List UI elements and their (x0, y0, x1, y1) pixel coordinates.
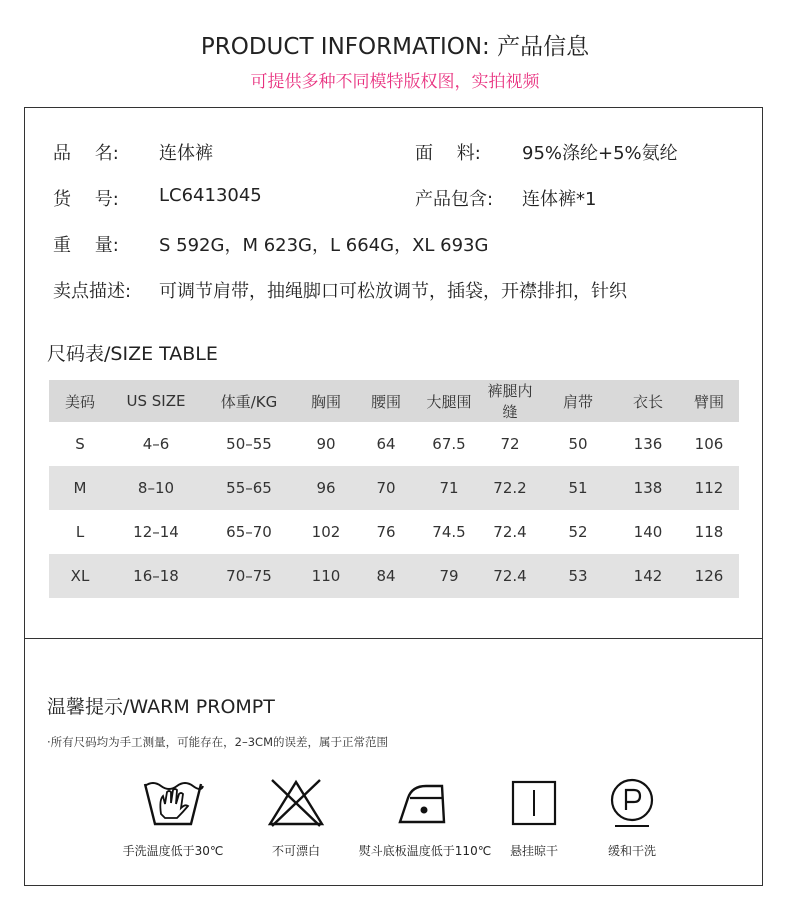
size-table-heading: 尺码表/SIZE TABLE (47, 343, 218, 365)
care-item-iron (345, 776, 505, 858)
includes-label: 产品包含: (415, 189, 494, 210)
warm-prompt-heading: 温馨提示/WARM PROMPT (47, 696, 275, 718)
col-header: 胸围 (297, 380, 355, 422)
col-header: 裤腿内缝 (481, 380, 539, 422)
table-cell: 72.4 (493, 523, 527, 541)
section-divider (25, 638, 762, 639)
table-cell: 102 (311, 523, 341, 541)
table-cell: 118 (694, 523, 724, 541)
dry-clean-p-icon (605, 776, 659, 830)
table-cell: 72.2 (481, 466, 539, 510)
table-cell: 106 (694, 435, 724, 453)
table-cell: 67.5 (432, 435, 466, 453)
care-label: 熨斗底板温度低于110℃ (358, 844, 492, 858)
includes-value: 连体裤*1 (522, 189, 597, 210)
hand-wash-icon (141, 776, 205, 830)
table-cell: XL (49, 554, 111, 598)
table-cell: 12–14 (133, 523, 179, 541)
name-value: 连体裤 (159, 143, 213, 164)
measurement-note: ·所有尺码均为手工测量，可能存在，2–3CM的误差，属于正常范围 (47, 735, 388, 749)
care-label: 悬挂晾干 (509, 844, 558, 858)
care-item-line-dry (489, 776, 579, 858)
table-cell: 84 (355, 554, 417, 598)
col-header: 美码 (49, 380, 111, 422)
table-row (49, 510, 739, 554)
col-header: 腰围 (355, 380, 417, 422)
table-cell: 142 (617, 554, 679, 598)
page-subtitle: 可提供多种不同模特版权图，实拍视频 (250, 72, 540, 92)
care-label: 缓和干洗 (607, 844, 656, 858)
table-cell: 79 (417, 554, 481, 598)
table-cell: 65–70 (226, 523, 272, 541)
sku-value: LC6413045 (159, 185, 262, 206)
table-cell: 64 (376, 435, 396, 453)
table-row (49, 422, 739, 466)
fabric-value: 95%涤纶+5%氨纶 (522, 143, 678, 164)
table-cell: 74.5 (432, 523, 466, 541)
fabric-label: 面 料: (415, 143, 481, 164)
table-row (49, 466, 739, 510)
table-cell: 16–18 (111, 554, 201, 598)
table-cell: 90 (316, 435, 336, 453)
col-header: 体重/KG (201, 380, 297, 422)
table-cell: 70 (355, 466, 417, 510)
col-header: US SIZE (111, 380, 201, 422)
table-cell: 112 (679, 466, 739, 510)
line-dry-icon (509, 776, 559, 830)
table-cell: S (75, 435, 85, 453)
care-item-hand-wash (113, 776, 233, 858)
table-cell: 110 (297, 554, 355, 598)
table-cell: 70–75 (201, 554, 297, 598)
table-cell: 53 (539, 554, 617, 598)
sku-label: 货 号: (53, 189, 119, 210)
care-item-no-bleach (241, 776, 351, 858)
table-cell: 8–10 (111, 466, 201, 510)
table-cell: M (49, 466, 111, 510)
selling-label: 卖点描述: (53, 281, 132, 302)
table-cell: 4–6 (142, 435, 170, 453)
table-cell: 96 (297, 466, 355, 510)
table-cell: L (75, 523, 85, 541)
table-cell: 140 (633, 523, 663, 541)
weight-label: 重 量: (53, 235, 119, 256)
care-label: 手洗温度低于30℃ (122, 844, 224, 858)
table-cell: 138 (617, 466, 679, 510)
table-cell: 50 (568, 435, 588, 453)
table-row (49, 554, 739, 598)
col-header: 衣长 (617, 380, 679, 422)
care-item-dry-clean (587, 776, 677, 858)
col-header: 臂围 (679, 380, 739, 422)
col-header: 大腿围 (417, 380, 481, 422)
care-label: 不可漂白 (271, 844, 320, 858)
no-bleach-icon (266, 776, 326, 830)
name-label: 品 名: (53, 143, 119, 164)
col-header: 肩带 (539, 380, 617, 422)
table-cell: 55–65 (201, 466, 297, 510)
size-table (49, 380, 739, 598)
table-cell: 72.4 (481, 554, 539, 598)
table-cell: 71 (417, 466, 481, 510)
page-title: PRODUCT INFORMATION: 产品信息 (200, 34, 590, 60)
table-cell: 50–55 (226, 435, 272, 453)
table-cell: 136 (633, 435, 663, 453)
table-cell: 52 (568, 523, 588, 541)
table-cell: 72 (500, 435, 520, 453)
product-info-box (24, 107, 763, 886)
table-cell: 51 (539, 466, 617, 510)
selling-value: 可调节肩带，抽绳脚口可松放调节，插袋，开襟排扣，针织 (159, 281, 627, 302)
table-cell: 126 (679, 554, 739, 598)
size-table-header-row (49, 380, 739, 422)
iron-icon (394, 776, 456, 830)
weight-value: S 592G，M 623G，L 664G，XL 693G (159, 235, 489, 256)
table-cell: 76 (376, 523, 396, 541)
